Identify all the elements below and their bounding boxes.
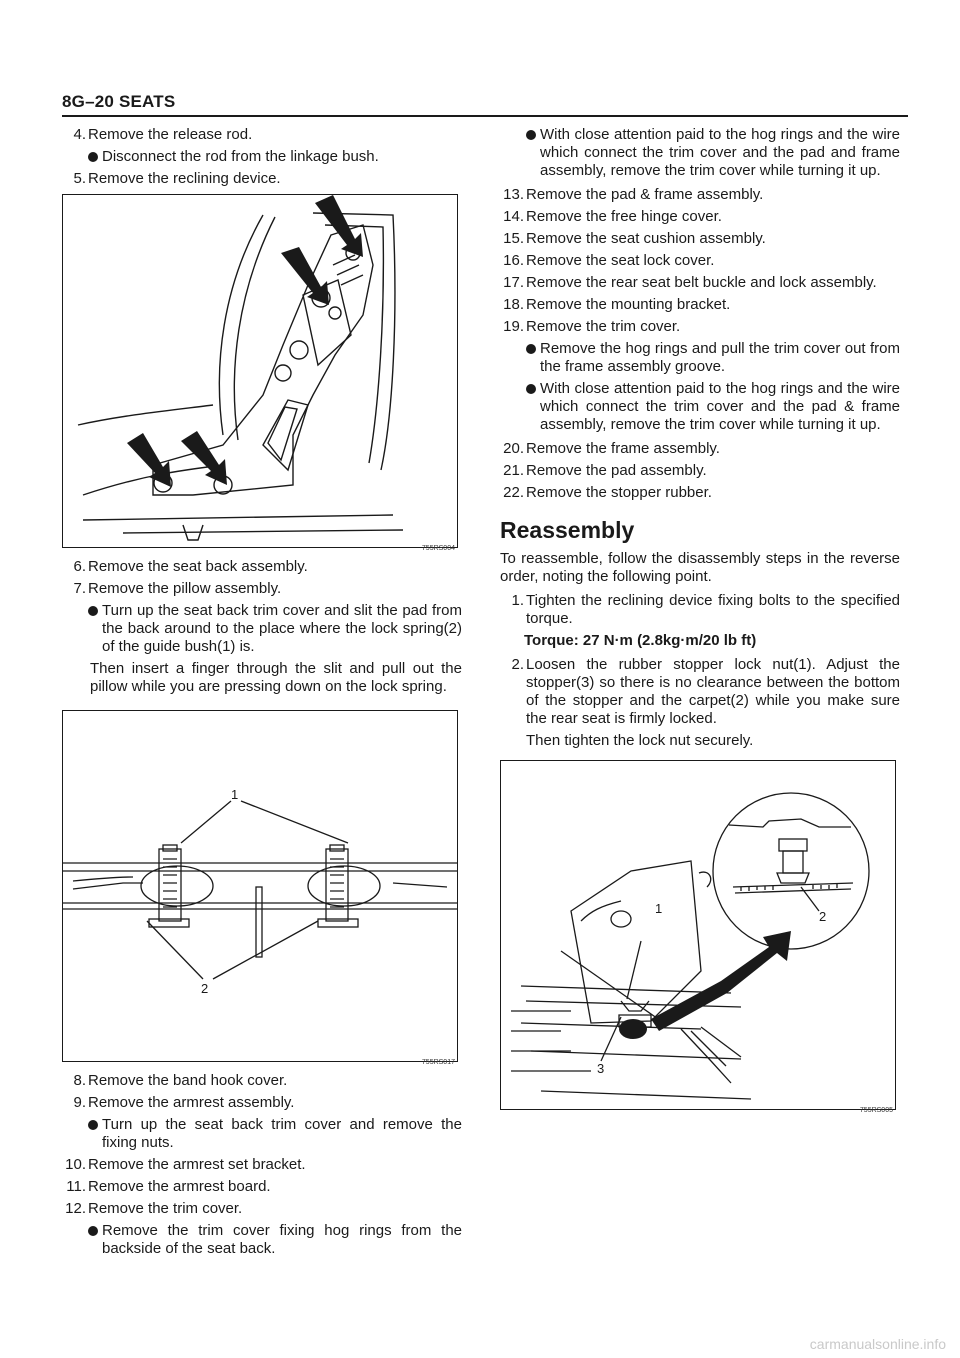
step-number: 9. (73, 1094, 86, 1111)
step-18 (500, 296, 900, 314)
torque-spec: Torque: 27 N·m (2.8kg·m/20 lb ft) (524, 632, 757, 649)
step-number: 15. (503, 230, 524, 247)
pillow-assembly-illustration (63, 711, 457, 1061)
step-text: Loosen the rubber stopper lock nut(1). Adjust the stopper(3) so there is no clearance between the bottom of the stopper and the carpet(2) while you make sure the rear seat is firmly locked. (526, 656, 900, 727)
figure-pillow-assembly (62, 710, 458, 1066)
paragraph: To reassemble, follow the disassembly steps in the reverse order, noting the following point. (500, 550, 900, 585)
figure-stopper-adjust (500, 760, 896, 1114)
left-column (62, 126, 462, 1262)
step-text: Remove the reclining device. (88, 170, 281, 187)
figure-label-2: 2 (819, 909, 827, 924)
step-number: 22. (503, 484, 524, 501)
bullet-dot-icon (526, 384, 536, 394)
step-number: 4. (73, 126, 86, 143)
step-text: Tighten the reclining device fixing bolts to the specified torque. (526, 592, 900, 627)
step-number: 20. (503, 440, 524, 457)
step-number: 7. (73, 580, 86, 597)
bullet-text: Disconnect the rod from the linkage bush. (102, 148, 379, 165)
step-text: Remove the frame assembly. (526, 440, 720, 457)
step-13 (500, 186, 900, 204)
step-7 (62, 580, 462, 598)
figure-code: 755RS004 (421, 545, 455, 552)
reassembly-step-2 (500, 656, 900, 728)
step-text: Remove the free hinge cover. (526, 208, 722, 225)
step-text: Remove the armrest assembly. (88, 1094, 295, 1111)
reassembly-step-1 (500, 592, 900, 628)
step-text: Remove the armrest board. (88, 1178, 271, 1195)
step-number: 6. (73, 558, 86, 575)
step-number: 11. (66, 1178, 86, 1195)
paragraph: Then insert a finger through the slit and pull out the pillow while you are pressing down on the lock spring. (90, 660, 462, 695)
page-title: 8G–20 SEATS (62, 92, 176, 111)
bullet-text: Turn up the seat back trim cover and slit the pad from the back around to the place where the lock spring(2) of the guide bush(1) is. (102, 602, 462, 655)
step-number: 19. (503, 318, 524, 335)
bullet-item (500, 126, 900, 180)
bullet-text: Remove the hog rings and pull the trim cover out from the frame assembly groove. (540, 340, 900, 375)
step-text: Remove the armrest set bracket. (88, 1156, 306, 1173)
bullet-dot-icon (526, 130, 536, 140)
step-17 (500, 274, 900, 292)
step-text: Remove the pad & frame assembly. (526, 186, 764, 203)
step-number: 10. (65, 1156, 86, 1173)
step-16 (500, 252, 900, 270)
figure-label-1: 1 (655, 901, 663, 916)
step-text: Remove the release rod. (88, 126, 253, 143)
step-5 (62, 170, 462, 188)
bullet-dot-icon (88, 152, 98, 162)
step-text: Remove the seat cushion assembly. (526, 230, 766, 247)
step-text: Remove the mounting bracket. (526, 296, 731, 313)
bullet-item (62, 1222, 462, 1258)
stopper-adjust-illustration (501, 761, 895, 1109)
step-22 (500, 484, 900, 502)
step-number: 17. (503, 274, 524, 291)
figure-label-2: 2 (201, 981, 209, 996)
bullet-dot-icon (88, 1120, 98, 1130)
bullet-text: With close attention paid to the hog rings and the wire which connect the trim cover and the pad and frame assembly, remove the trim cover while turning it up. (540, 126, 900, 179)
bullet-item (62, 602, 462, 656)
reclining-device-illustration (63, 195, 457, 547)
bullet-dot-icon (88, 1226, 98, 1236)
step-text: Remove the band hook cover. (88, 1072, 288, 1089)
footer-watermark: carmanualsonline.info (809, 1336, 946, 1352)
bullet-text: Turn up the seat back trim cover and remove the fixing nuts. (102, 1116, 462, 1151)
step-number: 18. (503, 296, 524, 313)
section-title-reassembly: Reassembly (500, 517, 635, 543)
step-6 (62, 558, 462, 576)
step-number: 13. (503, 186, 524, 203)
step-text: Remove the trim cover. (526, 318, 681, 335)
bullet-text: With close attention paid to the hog rings and the wire which connect the trim cover and the pad & frame assembly, remove the trim cover while turning it up. (540, 380, 900, 433)
step-19 (500, 318, 900, 336)
figure-code: 755RS017 (421, 1059, 455, 1066)
paragraph: Then tighten the lock nut securely. (526, 732, 754, 749)
right-column (500, 126, 900, 1116)
step-8 (62, 1072, 462, 1090)
step-number: 1. (511, 592, 524, 609)
figure-label-3: 3 (597, 1061, 605, 1076)
step-15 (500, 230, 900, 248)
bullet-item (500, 380, 900, 434)
step-20 (500, 440, 900, 458)
figure-code: 755RS005 (859, 1107, 893, 1114)
step-text: Remove the seat back assembly. (88, 558, 308, 575)
step-10 (62, 1156, 462, 1174)
step-text: Remove the pillow assembly. (88, 580, 282, 597)
bullet-dot-icon (526, 344, 536, 354)
bullet-text: Remove the trim cover fixing hog rings from the backside of the seat back. (102, 1222, 462, 1257)
figure-reclining-device (62, 194, 458, 552)
bullet-item (500, 340, 900, 376)
step-number: 16. (503, 252, 524, 269)
step-number: 12. (65, 1200, 86, 1217)
step-9 (62, 1094, 462, 1112)
step-number: 14. (503, 208, 524, 225)
bullet-item (62, 1116, 462, 1152)
bullet-item (62, 148, 462, 166)
step-number: 8. (73, 1072, 86, 1089)
step-text: Remove the pad assembly. (526, 462, 707, 479)
step-12 (62, 1200, 462, 1218)
step-text: Remove the trim cover. (88, 1200, 243, 1217)
step-21 (500, 462, 900, 480)
step-number: 2. (511, 656, 524, 673)
step-text: Remove the stopper rubber. (526, 484, 712, 501)
figure-label-1: 1 (231, 787, 239, 802)
step-number: 5. (73, 170, 86, 187)
step-14 (500, 208, 900, 226)
step-number: 21. (503, 462, 524, 479)
step-11 (62, 1178, 462, 1196)
step-text: Remove the rear seat belt buckle and lock assembly. (526, 274, 877, 291)
header-rule (62, 115, 908, 117)
step-text: Remove the seat lock cover. (526, 252, 715, 269)
step-4 (62, 126, 462, 144)
bullet-dot-icon (88, 606, 98, 616)
